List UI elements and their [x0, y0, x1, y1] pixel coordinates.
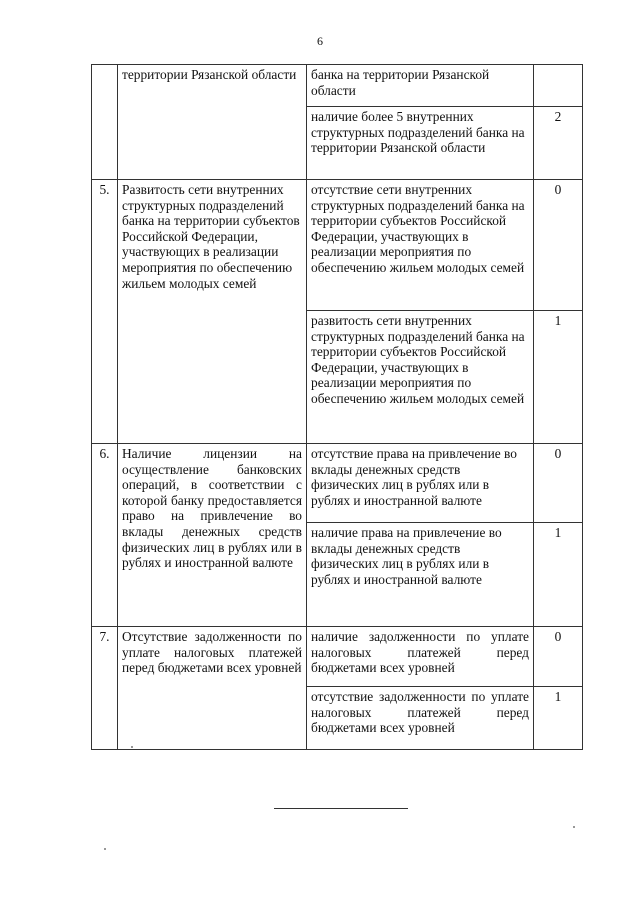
scan-speck	[104, 848, 106, 850]
criterion-cell: территории Рязанской области	[118, 65, 307, 180]
option-value-cell: развитость сети внутренних структурных подразделений банка на территории субъектов Российской Федерации, участвующих в реализации мероприятия по обеспечению жильем молодых семей	[307, 311, 534, 444]
option-value-cell: наличие более 5 внутренних структурных подразделений банка на территории Рязанской области	[307, 107, 534, 180]
page-number: 6	[317, 34, 323, 48]
option-score-cell: 0	[534, 180, 583, 311]
option-value-cell: отсутствие задолженности по уплате налоговых платежей перед бюджетами всех уровней	[307, 687, 534, 750]
row-number: 5.	[92, 180, 118, 444]
scan-speck	[131, 746, 133, 748]
row-number: 6.	[92, 444, 118, 627]
option-score-cell: 1	[534, 523, 583, 627]
table-row	[92, 444, 583, 523]
row-number: 7.	[92, 627, 118, 750]
option-value-cell: банка на территории Рязанской области	[307, 65, 534, 107]
option-score-cell	[534, 65, 583, 107]
option-value-cell: отсутствие права на привлечение во вклады денежных средств физических лиц в рублях или в рублях и иностранной валюте	[307, 444, 534, 523]
criterion-cell: Наличие лицензии на осуществление банковских операций, в соответствии с которой банку предоставляется право на привлечение во вклады денежных средств физических лиц в рублях или в рублях и иностранной валюте	[118, 444, 307, 627]
scan-speck	[573, 826, 575, 828]
option-score-cell: 0	[534, 444, 583, 523]
table-row	[92, 180, 583, 311]
option-value-cell: отсутствие сети внутренних структурных подразделений банка на территории субъектов Российской Федерации, участвующих в реализации мероприятия по обеспечению жильем молодых семей	[307, 180, 534, 311]
option-score-cell: 2	[534, 107, 583, 180]
criteria-table	[91, 64, 583, 750]
footer-rule	[274, 808, 408, 809]
option-score-cell: 1	[534, 687, 583, 750]
table-row	[92, 65, 583, 107]
option-value-cell: наличие задолженности по уплате налоговых платежей перед бюджетами всех уровней	[307, 627, 534, 687]
criterion-cell: Развитость сети внутренних структурных подразделений банка на территории субъектов Российской Федерации, участвующих в реализации мероприятия по обеспечению жильем молодых семей	[118, 180, 307, 444]
option-score-cell: 0	[534, 627, 583, 687]
row-number	[92, 65, 118, 180]
table-row	[92, 627, 583, 687]
option-score-cell: 1	[534, 311, 583, 444]
criterion-cell: Отсутствие задолженности по уплате налоговых платежей перед бюджетами всех уровней	[118, 627, 307, 750]
option-value-cell: наличие права на привлечение во вклады денежных средств физических лиц в рублях или в рублях и иностранной валюте	[307, 523, 534, 627]
